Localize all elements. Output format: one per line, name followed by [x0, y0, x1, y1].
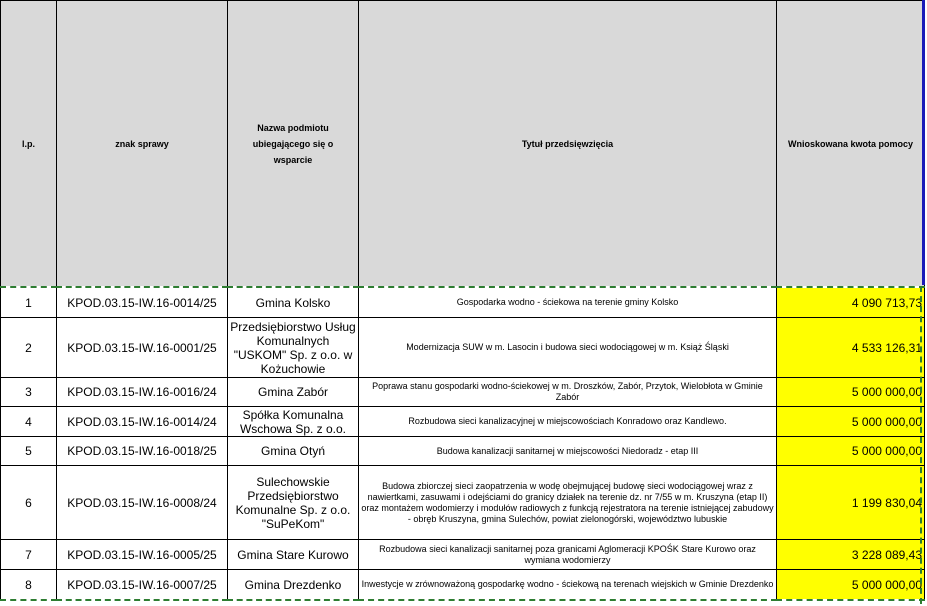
cell-tytul[interactable]: Budowa zbiorczej sieci zaopatrzenia w wodę obejmującej budowę sieci wodociągowej wraz z nawiertkami, zasuwami i odejściami do granicy działek na terenie dz. nr 7/55 w m. Kruszyna (etap II) oraz montażem wodomierzy i modułów radiowych z funkcją rejestratora na terenie istniejącej zabudowy - obręb Kruszyna, gmina Sulechów, powiat zielonogórski, województwo lubuskie — [359, 466, 777, 540]
cell-nazwa[interactable]: Gmina Otyń — [228, 437, 359, 466]
table-row — [1, 437, 925, 466]
table-row — [1, 318, 925, 378]
cell-kwota[interactable]: 3 228 089,43 — [777, 540, 925, 570]
cell-nazwa[interactable]: Gmina Drezdenko — [228, 570, 359, 601]
cell-znak[interactable]: KPOD.03.15-IW.16-0014/24 — [57, 407, 228, 437]
cell-znak[interactable]: KPOD.03.15-IW.16-0008/24 — [57, 466, 228, 540]
header-kwota[interactable]: Wnioskowana kwota pomocy — [777, 1, 925, 288]
cell-znak[interactable]: KPOD.03.15-IW.16-0014/25 — [57, 287, 228, 318]
cell-znak[interactable]: KPOD.03.15-IW.16-0018/25 — [57, 437, 228, 466]
table-row — [1, 570, 925, 601]
cell-lp[interactable]: 1 — [1, 287, 57, 318]
cell-znak[interactable]: KPOD.03.15-IW.16-0007/25 — [57, 570, 228, 601]
cell-nazwa[interactable]: Gmina Zabór — [228, 378, 359, 407]
column-edge-marker — [922, 0, 925, 285]
table-row — [1, 466, 925, 540]
table-row — [1, 540, 925, 570]
cell-lp[interactable]: 6 — [1, 466, 57, 540]
cell-tytul[interactable]: Poprawa stanu gospodarki wodno-ściekowej w m. Droszków, Zabór, Przytok, Wielobłota w Gminie Zabór — [359, 378, 777, 407]
table-row — [1, 378, 925, 407]
cell-kwota[interactable]: 5 000 000,00 — [777, 407, 925, 437]
cell-kwota[interactable]: 1 199 830,04 — [777, 466, 925, 540]
cell-tytul[interactable]: Inwestycje w zrównoważoną gospodarkę wodno - ściekową na terenach wiejskich w Gminie Drezdenko — [359, 570, 777, 601]
header-lp[interactable]: l.p. — [1, 1, 57, 288]
cell-kwota[interactable]: 5 000 000,00 — [777, 437, 925, 466]
cell-nazwa[interactable]: Gmina Kolsko — [228, 287, 359, 318]
cell-kwota[interactable]: 5 000 000,00 — [777, 378, 925, 407]
cell-tytul[interactable]: Budowa kanalizacji sanitarnej w miejscowości Niedoradz - etap III — [359, 437, 777, 466]
cell-lp[interactable]: 4 — [1, 407, 57, 437]
cell-lp[interactable]: 7 — [1, 540, 57, 570]
cell-nazwa[interactable]: Gmina Stare Kurowo — [228, 540, 359, 570]
cell-kwota[interactable]: 4 533 126,31 — [777, 318, 925, 378]
cell-znak[interactable]: KPOD.03.15-IW.16-0001/25 — [57, 318, 228, 378]
cell-lp[interactable]: 2 — [1, 318, 57, 378]
header-nazwa-podmiotu[interactable]: Nazwa podmiotu ubiegającego się o wsparcie — [228, 1, 359, 288]
cell-lp[interactable]: 8 — [1, 570, 57, 601]
cell-tytul[interactable]: Modernizacja SUW w m. Lasocin i budowa sieci wodociągowej w m. Książ Śląski — [359, 318, 777, 378]
cell-kwota[interactable]: 4 090 713,73 — [777, 287, 925, 318]
cell-nazwa[interactable]: Przedsiębiorstwo Usług Komunalnych "USKOM" Sp. z o.o. w Kożuchowie — [228, 318, 359, 378]
cell-lp[interactable]: 3 — [1, 378, 57, 407]
selection-border-right — [920, 286, 922, 604]
table-row — [1, 287, 925, 318]
cell-znak[interactable]: KPOD.03.15-IW.16-0005/25 — [57, 540, 228, 570]
cell-tytul[interactable]: Gospodarka wodno - ściekowa na terenie gminy Kolsko — [359, 287, 777, 318]
cell-lp[interactable]: 5 — [1, 437, 57, 466]
header-tytul[interactable]: Tytuł przedsięwzięcia — [359, 1, 777, 288]
header-znak-sprawy[interactable]: znak sprawy — [57, 1, 228, 288]
header-row — [1, 1, 925, 288]
cell-kwota[interactable]: 5 000 000,00 — [777, 570, 925, 601]
cell-tytul[interactable]: Rozbudowa sieci kanalizacji sanitarnej poza granicami Aglomeracji KPOŚK Stare Kurowo oraz wymiana wodomierzy — [359, 540, 777, 570]
cell-znak[interactable]: KPOD.03.15-IW.16-0016/24 — [57, 378, 228, 407]
table-row — [1, 407, 925, 437]
cell-nazwa[interactable]: Sulechowskie Przedsiębiorstwo Komunalne Sp. z o.o. "SuPeKom" — [228, 466, 359, 540]
cell-tytul[interactable]: Rozbudowa sieci kanalizacyjnej w miejscowościach Konradowo oraz Kandlewo. — [359, 407, 777, 437]
cell-nazwa[interactable]: Spółka Komunalna Wschowa Sp. z o.o. — [228, 407, 359, 437]
